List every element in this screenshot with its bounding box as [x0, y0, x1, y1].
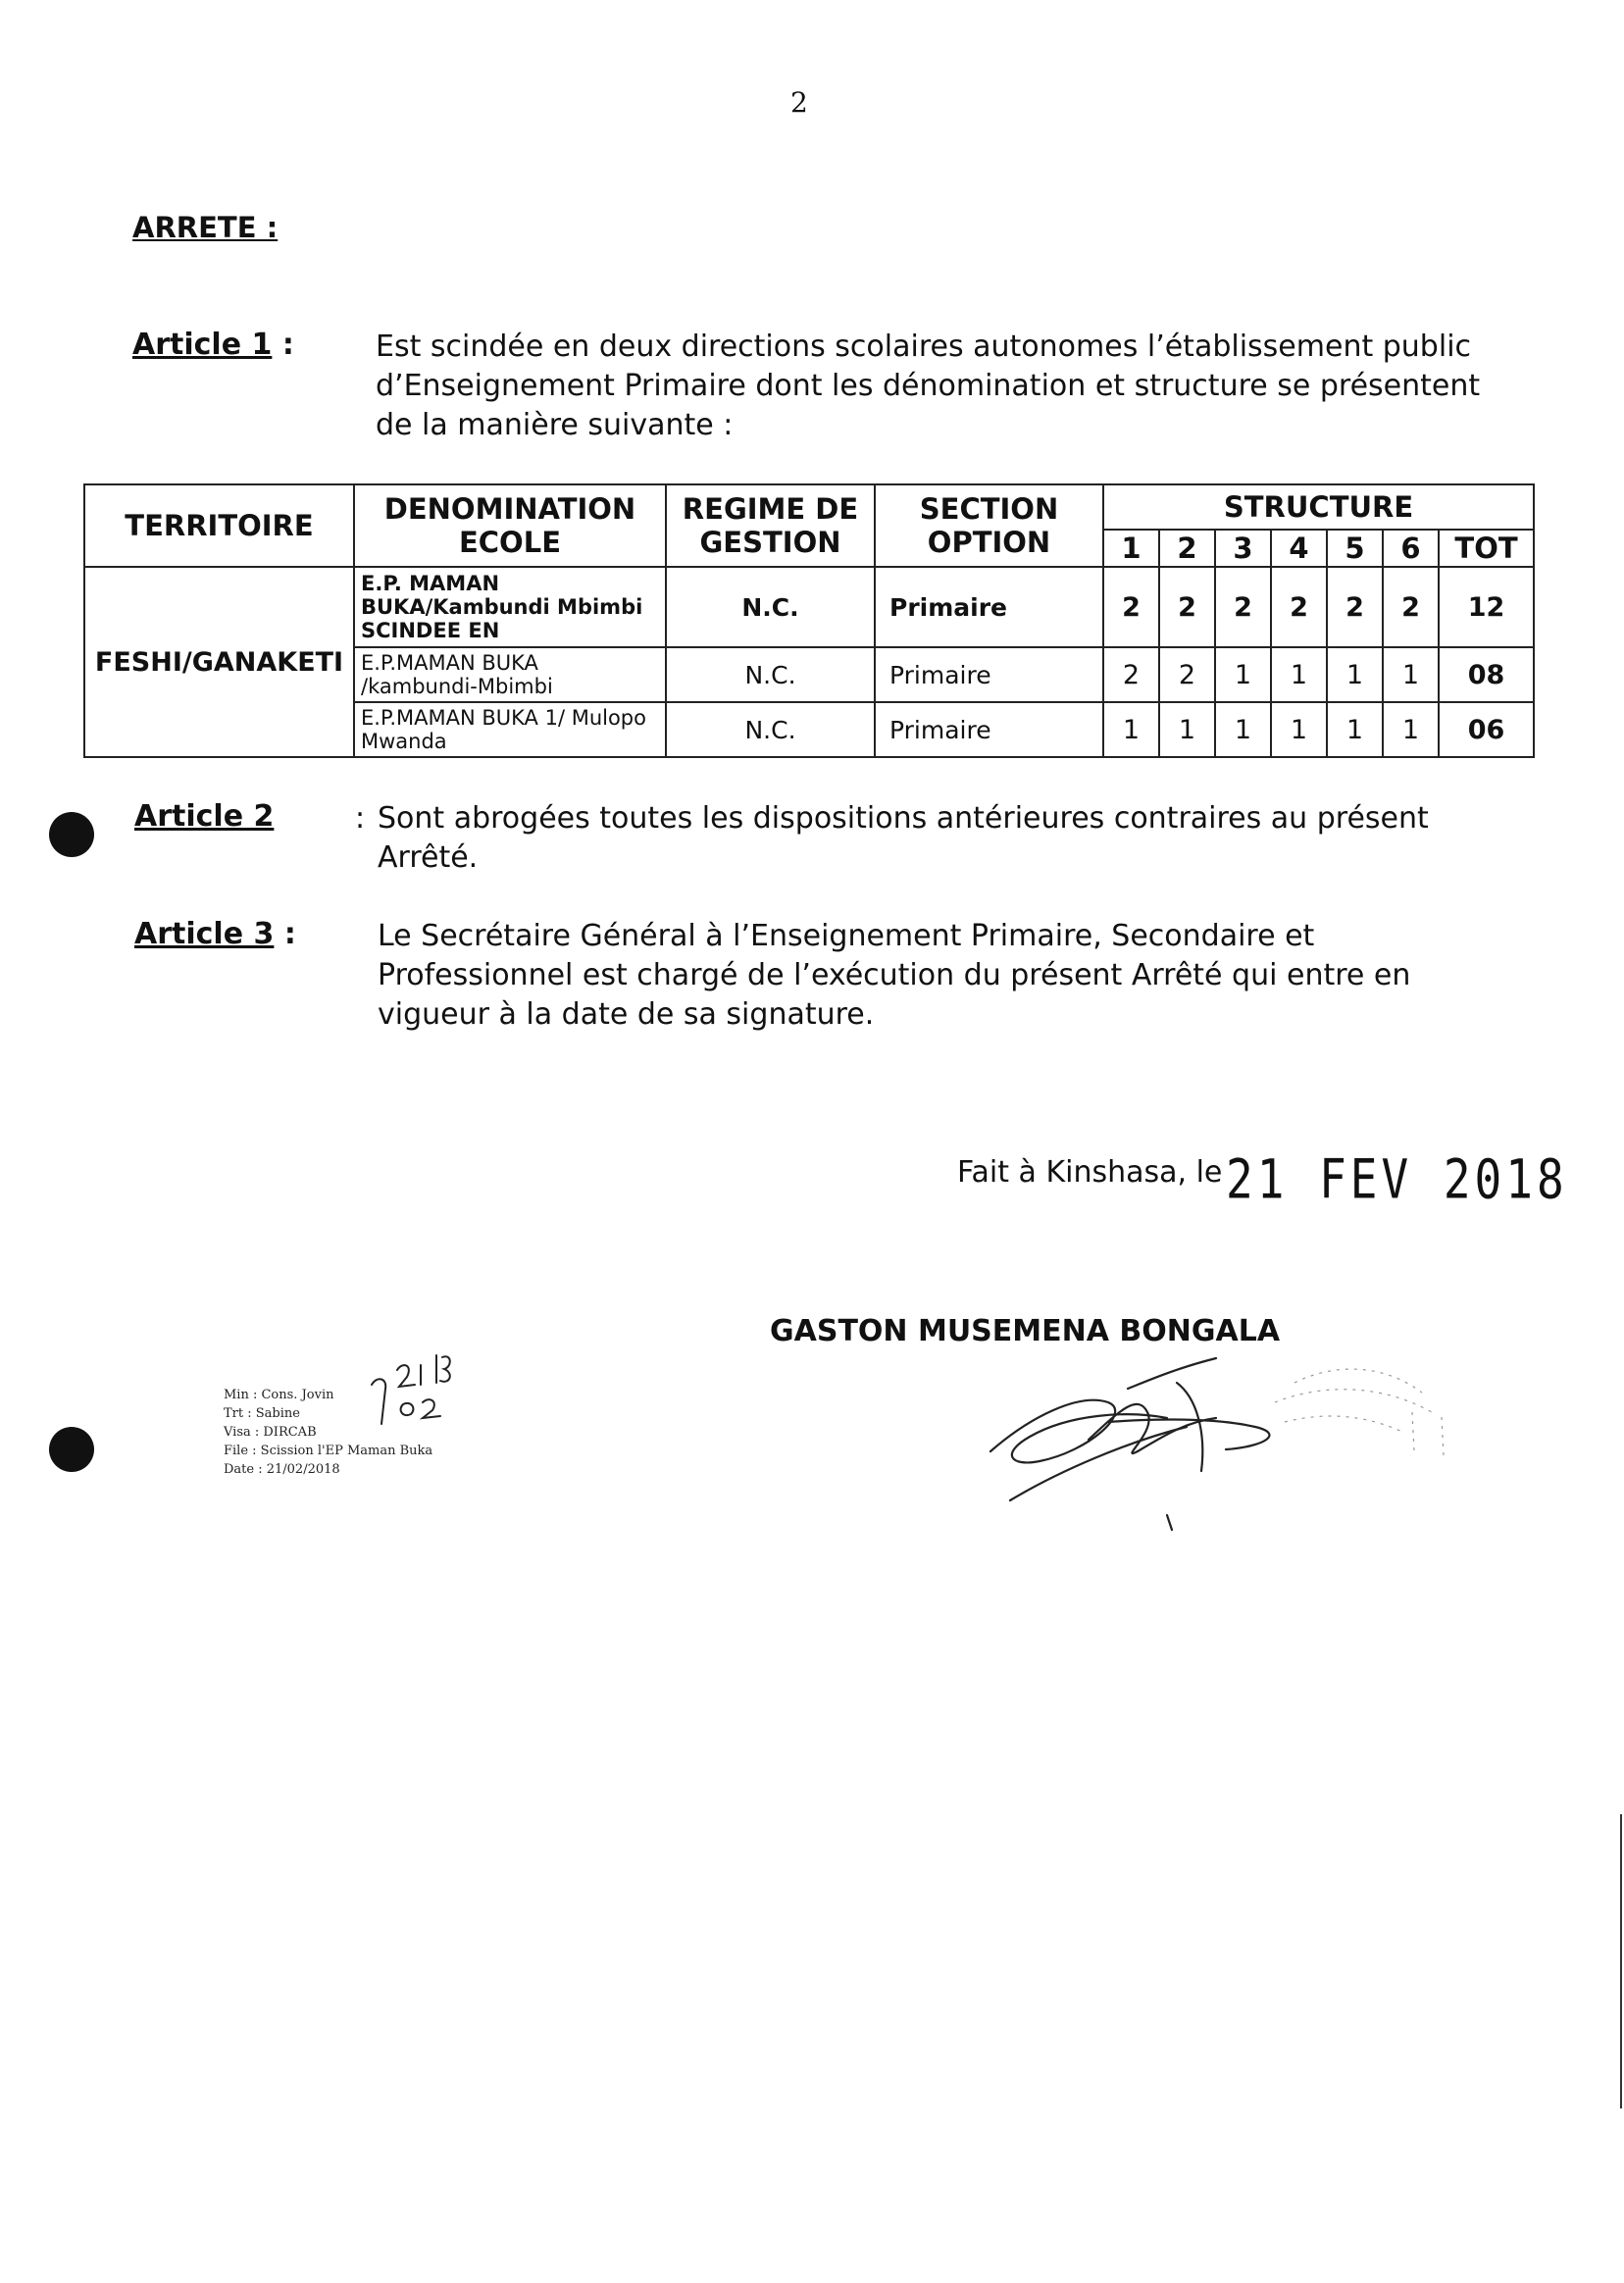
structure-cell: 2: [1383, 567, 1439, 647]
article-2-label: Article 2: [134, 799, 275, 834]
article-2-line: Arrêté.: [378, 840, 479, 875]
structure-cell: 1: [1327, 702, 1383, 757]
school-cell: E.P.MAMAN BUKA 1/ Mulopo Mwanda: [354, 702, 666, 757]
signatory-name: GASTON MUSEMENA BONGALA: [770, 1314, 1281, 1348]
signature-image: [971, 1324, 1481, 1579]
territory-cell: FESHI/GANAKETI: [84, 567, 354, 757]
reference-line: File : Scission l'EP Maman Buka: [224, 1444, 433, 1458]
header-col-3: 3: [1215, 530, 1271, 567]
article-2-text: [378, 799, 1482, 878]
table-row: [84, 567, 1534, 647]
header-territoire: TERRITOIRE: [84, 484, 354, 567]
stamp-date: 21 FEV 2018: [1226, 1147, 1568, 1211]
header-col-1: 1: [1103, 530, 1159, 567]
table-header-row: [84, 484, 1534, 530]
structure-cell: 1: [1159, 702, 1215, 757]
place-date-label: Fait à Kinshasa, le: [957, 1155, 1223, 1190]
structure-cell: 2: [1327, 567, 1383, 647]
article-1-text: [376, 328, 1482, 445]
structure-cell: 1: [1383, 702, 1439, 757]
article-3-line: Professionnel est chargé de l’exécution du présent Arrêté qui entre en: [378, 958, 1411, 992]
reference-line: Min : Cons. Jovin: [224, 1388, 334, 1402]
structure-cell: 2: [1103, 567, 1159, 647]
article-3-line: Le Secrétaire Général à l’Enseignement Primaire, Secondaire et: [378, 919, 1315, 953]
total-cell: 08: [1439, 647, 1534, 702]
header-structure: STRUCTURE: [1103, 484, 1534, 530]
article-2-colon: :: [355, 801, 366, 836]
school-cell: E.P.MAMAN BUKA /kambundi-Mbimbi: [354, 647, 666, 702]
structure-cell: 1: [1215, 702, 1271, 757]
structure-table: [83, 483, 1535, 758]
structure-cell: 1: [1103, 702, 1159, 757]
reference-line: Trt : Sabine: [224, 1406, 300, 1421]
header-section: SECTION OPTION: [875, 484, 1103, 567]
reference-line: Date : 21/02/2018: [224, 1462, 340, 1477]
article-2-line: Sont abrogées toutes les dispositions antérieures contraires au présent: [378, 801, 1429, 836]
school-cell: E.P. MAMAN BUKA/Kambundi Mbimbi SCINDEE EN: [354, 567, 666, 647]
punch-hole-mark: [49, 812, 94, 857]
arrete-heading: ARRETE :: [132, 211, 279, 244]
structure-cell: 1: [1271, 647, 1327, 702]
article-3-label: Article 3 :: [134, 917, 296, 951]
page-number: 2: [790, 86, 808, 119]
article-1-line: Est scindée en deux directions scolaires autonomes l’établissement public: [376, 330, 1472, 364]
article-1-line: d’Enseignement Primaire dont les dénomination et structure se présentent: [376, 369, 1481, 403]
structure-cell: 2: [1159, 647, 1215, 702]
regime-cell: N.C.: [666, 647, 875, 702]
article-3-line: vigueur à la date de sa signature.: [378, 997, 875, 1032]
header-col-4: 4: [1271, 530, 1327, 567]
structure-cell: 2: [1271, 567, 1327, 647]
header-regime: REGIME DE GESTION: [666, 484, 875, 567]
header-denomination: DENOMINATION ECOLE: [354, 484, 666, 567]
article-1-line: de la manière suivante :: [376, 408, 734, 442]
section-cell: Primaire: [875, 567, 1103, 647]
reference-line: Visa : DIRCAB: [224, 1425, 317, 1440]
structure-cell: 2: [1215, 567, 1271, 647]
section-cell: Primaire: [875, 702, 1103, 757]
article-3-text: [378, 917, 1482, 1035]
scan-edge-line: [1620, 1814, 1622, 2108]
structure-cell: 1: [1271, 702, 1327, 757]
header-col-5: 5: [1327, 530, 1383, 567]
structure-cell: 1: [1327, 647, 1383, 702]
structure-cell: 1: [1383, 647, 1439, 702]
header-col-2: 2: [1159, 530, 1215, 567]
structure-cell: 2: [1159, 567, 1215, 647]
reference-block: [224, 1386, 432, 1479]
header-col-6: 6: [1383, 530, 1439, 567]
total-cell: 06: [1439, 702, 1534, 757]
structure-cell: 2: [1103, 647, 1159, 702]
total-cell: 12: [1439, 567, 1534, 647]
regime-cell: N.C.: [666, 702, 875, 757]
structure-cell: 1: [1215, 647, 1271, 702]
regime-cell: N.C.: [666, 567, 875, 647]
header-col-tot: TOT: [1439, 530, 1534, 567]
punch-hole-mark: [49, 1427, 94, 1472]
section-cell: Primaire: [875, 647, 1103, 702]
article-1-label: Article 1 :: [132, 328, 294, 362]
